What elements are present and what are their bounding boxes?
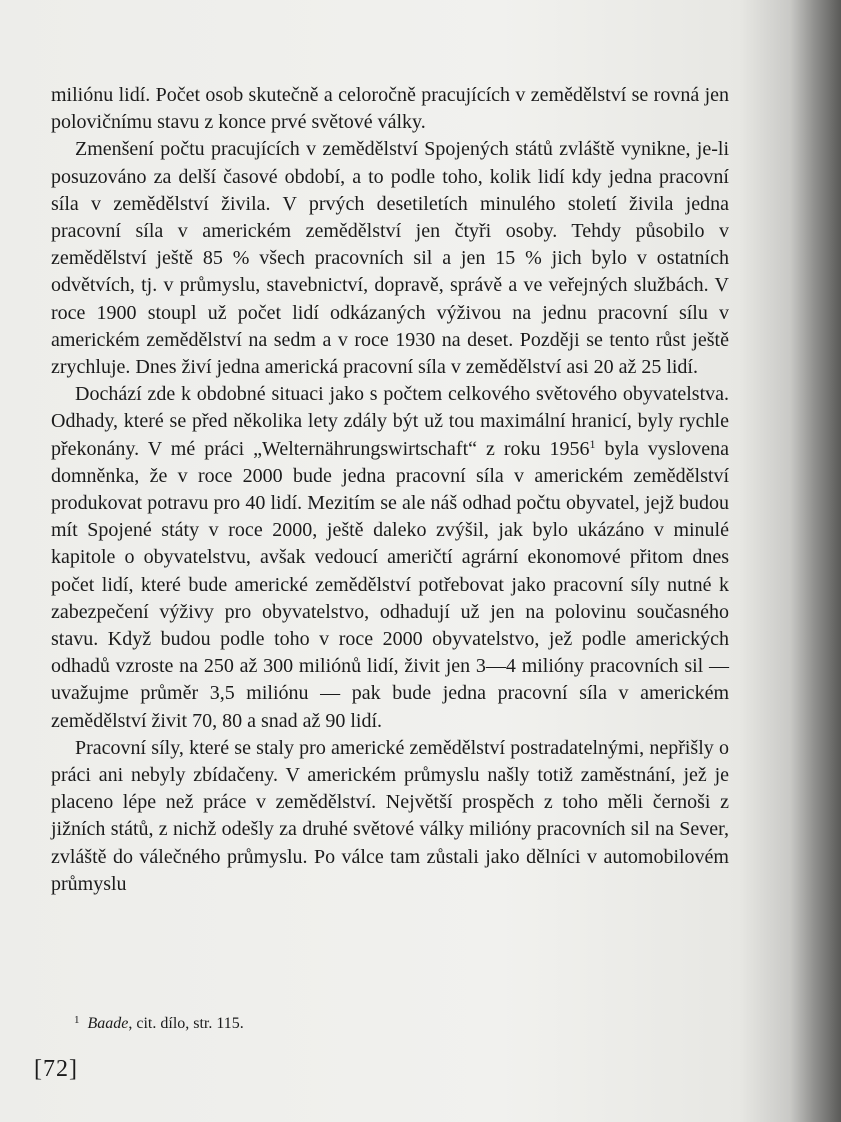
paragraph-3-text-after-note: byla vyslovena domněnka, že v roce 2000 bude jedna pracovní síla v americkém zemědělství produkovat potravu pro 40 lidí. Mezitím se ale náš odhad počtu obyvatel, jejž budou mít Spojené státy v roce 2000, ještě daleko zvýšil, jak bylo ukázáno v minulé kapitole o obyvatelstvu, avšak vedoucí američtí agrární ekonomové přitom dnes počet lidí, které bude americké zemědělství potřebovat jako pracovní síly nutné k zabezpečení výživy pro obyvatelstvo, odhadují už jen na polovinu současného stavu. Když budou podle toho v roce 2000 obyvatelstvo, jež podle amerických odhadů vzroste na 250 až 300 miliónů lidí, živit jen 3—4 milióny pracovních sil — uvažujme průměr 3,5 miliónu — pak bude jedna pracovní síla v americkém zemědělství živit 70, 80 a snad až 90 lidí. xyxy=(51,437,730,732)
paragraph-3 xyxy=(51,381,729,735)
paragraph-2: Zmenšení počtu pracujících v zemědělství Spojených států zvláště vynikne, je-li posuzováno za delší časové období, a to podle toho, kolik lidí kdy jedna pracovní síla v zemědělství živila. V prvých desetiletích minulého století živila jedna pracovní síla v americkém zemědělství jen čtyři osoby. Tehdy působilo v zemědělství ještě 85 % všech pracovních sil a jen 15 % jich bylo v ostatních odvětvích, tj. v průmyslu, stavebnictví, dopravě, správě a ve veřejných službách. V roce 1900 stoupl už počet lidí odkázaných výživou na jednu pracovní sílu v americkém zemědělství na sedm a v roce 1930 na deset. Později se tento růst ještě zrychluje. Dnes živí jedna americká pracovní síla v zemědělství asi 20 až 25 lidí. xyxy=(51,138,729,379)
paragraph-1: miliónu lidí. Počet osob skutečně a celoročně pracujících v zemědělství se rovná jen polovičnímu stavu z konce prvé světové války. xyxy=(51,84,729,134)
footnote-author: Baade xyxy=(87,1015,129,1032)
footnote xyxy=(74,1010,674,1034)
paragraph-3-text-before-note: Dochází zde k obdobné situaci jako s počtem celkového světového obyvatelstva. Odhady, které se před několika lety zdály být už tou maximální hranicí, byly rychle překonány. V mé práci „Welternährungswirtschaft“ z roku 1956 xyxy=(51,383,729,460)
footnote-citation: , cit. dílo, str. 115. xyxy=(128,1015,244,1032)
paragraph-4: Pracovní síly, které se staly pro americké zemědělství postradatelnými, nepřišly o práci ani nebyly zbídačeny. V americkém průmyslu našly totiž zaměstnání, jež je placeno lépe než práce v zemědělství. Největší prospěch z toho měli černoši z jižních států, z nichž odešly za druhé světové války milióny pracovních sil na Sever, zvláště do válečného průmyslu. Po válce tam zůstali jako dělníci v automobilovém průmyslu xyxy=(51,736,729,895)
footnote-mark: 1 xyxy=(74,1014,80,1026)
body-text xyxy=(51,82,729,898)
footnote-reference: 1 xyxy=(589,436,596,451)
page-number: [72] xyxy=(34,1056,78,1082)
